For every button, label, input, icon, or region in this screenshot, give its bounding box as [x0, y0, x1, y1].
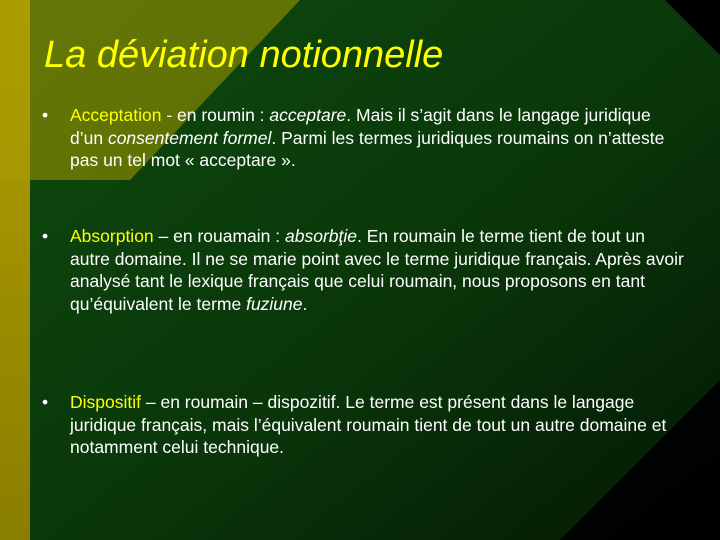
bullet-dot-icon: •: [42, 105, 49, 125]
bullet-emphasis: absorbţie: [285, 226, 357, 246]
bullet-text: . En roumain le terme tient de tout un autre domaine. Il ne se marie point avec le terme juridique français. Après avoir analysé tant le lexique français que celui roumain, nous proposons en tant qu’équivalent le terme: [70, 226, 684, 314]
term-acceptation: Acceptation: [70, 105, 162, 125]
bullet-emphasis: consentement formel: [107, 127, 272, 148]
bullet-text: - en roumin :: [161, 105, 270, 125]
bullet-item-acceptation: [42, 104, 688, 172]
bullet-text: .: [302, 293, 308, 314]
page-title: La déviation notionnelle: [44, 34, 444, 76]
bullet-dot-icon: •: [42, 392, 49, 412]
bullet-emphasis: acceptare: [269, 105, 347, 125]
bullet-text: . Mais il s’agit dans le langage juridique d’un: [70, 105, 651, 148]
bullet-text: . Parmi les termes juridiques roumains on n’atteste pas un tel mot « acceptare ».: [70, 127, 665, 170]
bullet-text: – en roumain – dispozitif. Le terme est présent dans le langage juridique français, mais l’équivalent roumain tient de tout un autre domaine et notamment celui technique.: [70, 392, 667, 457]
bullet-item-dispositif: [42, 391, 688, 459]
bullet-dot-icon: •: [42, 226, 49, 246]
term-absorption: Absorption: [70, 226, 154, 246]
bullet-item-absorption: [42, 225, 688, 315]
term-dispositif: Dispositif: [70, 392, 141, 412]
bullet-text: – en rouamain :: [153, 226, 285, 246]
bullet-emphasis: fuziune: [246, 293, 303, 314]
